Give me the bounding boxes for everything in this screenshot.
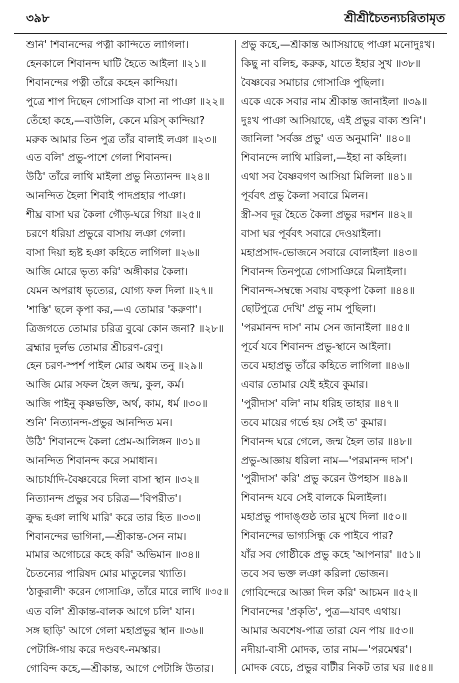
verse-line: কিছু না বলিহ, করুক, যাতে ইহার সুখ ॥৩৮॥ <box>241 57 421 70</box>
page-title: শ্রীশ্রীচৈতন্যচরিতামৃত <box>344 11 445 25</box>
verse-line: আচার্যাদি-বৈষ্ণবেরে দিলা বাসা স্থান ॥৩২॥ <box>26 473 200 486</box>
verse-line: শুনি' নিত্যানন্দ-প্রভুর আনন্দিত মন। <box>26 417 173 430</box>
verse-line: সঙ্গ ছাড়ি' আগে গেলা মহাপ্রভুর স্থান ॥৩৬॥ <box>26 624 204 637</box>
verse-line: ছোটপুত্রে দেখি' প্রভু নাম পুছিলা। <box>241 303 376 316</box>
verse-line: বৈষ্ণবের সমাচার গোসাঞি পুছিলা। <box>241 76 385 89</box>
verse-line: স্ত্রী-সব দূর হৈতে কৈলা প্রভুর দরশন ॥৪২॥ <box>241 209 413 222</box>
verse-line: প্রভু কহে,—শ্রীকান্ত আসিয়াছে পাঞা মনোদুঃখ। <box>241 40 435 51</box>
verse-line: ব্রহ্মার দুর্লভ তোমার শ্রীচরণ-রেণু। <box>26 341 164 354</box>
verse-line: শিবানন্দের ভাগিনা,—শ্রীকান্ত-সেন নাম। <box>26 530 187 543</box>
verse-line: পেটাঙ্গি-গায় করে দণ্ডবৎ-নমস্কার। <box>26 643 161 656</box>
verse-line: শিবানন্দ তিনপুত্রে গোসাঞিরে মিলাইলা। <box>241 265 407 278</box>
verse-line: আজি মোর সফল হৈল জন্ম, কুল, কর্ম। <box>26 379 185 392</box>
verse-line: 'পুরীদাস' বলি' নাম ধরিহ তাহার ॥৪৭॥ <box>241 397 399 410</box>
verse-line: এবার তোমার যেই হইবে কুমার। <box>241 379 369 392</box>
verse-line: আনন্দিত শিবানন্দ করে সমাধান। <box>26 454 158 467</box>
verse-line: আমার অবশেষ-পাত্র তারা যেন পায় ॥৫৩॥ <box>241 624 414 637</box>
verse-line: শিবানন্দের 'প্রকৃতি', পুত্র—যাবৎ এথায়। <box>241 605 401 618</box>
verse-line: শিবানন্দ যবে সেই বালকে মিলাইলা। <box>241 492 387 505</box>
verse-line: তবে মায়ের গর্ভে হয় সেই ত' কুমার। <box>241 416 387 429</box>
verse-line: শুনি' শিবানন্দের পত্নী কান্দিতে লাগিলা। <box>26 40 189 51</box>
left-column <box>26 40 231 674</box>
verse-line: হেনকালে শিবানন্দ ঘাটি হৈতে আইলা ॥২১॥ <box>26 57 207 70</box>
verse-line: মহাপ্রসাদ-ভোজনে সবারে বোলাইলা ॥৪৩॥ <box>241 246 418 259</box>
verse-line: শিবানন্দ-সম্বন্ধে সবায় বহুকৃপা কৈলা ॥৪৪॥ <box>241 284 415 297</box>
verse-line: মামার অগোচরে কহে করি' অভিমান ॥৩৪॥ <box>26 549 200 562</box>
verse-line: দুঃখ পাঞা আসিয়াছে, এই প্রভুর বাক্য শুনি'। <box>241 114 426 127</box>
verse-line: 'শাস্তি' ছলে কৃপা কর,—এ তোমার 'করুণা'। <box>26 303 202 316</box>
verse-line: হেন চরণ-স্পর্শ পাইল মোর অধম তনু ॥২৯॥ <box>26 360 203 373</box>
page-header <box>0 0 459 30</box>
verse-line: মহাপ্রভু পাদাঙ্গুষ্ঠ তার মুখে দিলা ॥৫০॥ <box>241 511 408 524</box>
verse-line: 'পুরীদাস' করি' প্রভু করেন উপহাস ॥৪৯॥ <box>241 473 408 486</box>
verse-line: যাঁর সব গোষ্ঠীকে প্রভু কহে 'আপনার' ॥৫১॥ <box>241 549 421 562</box>
verse-line: পুত্রে শাপ দিছেন গোসাঞি বাসা না পাঞা ॥২২॥ <box>26 95 225 108</box>
verse-line: বাসা দিয়া হৃষ্ট হঞা কহিতে লাগিলা ॥২৬॥ <box>26 246 200 259</box>
verse-line: এথা সব বৈষ্ণবগণ আসিয়া মিলিলা ॥৪১॥ <box>241 171 413 184</box>
verse-line: শীঘ্র বাসা ঘর কৈলা গৌড়-ঘরে গিয়া ॥২৫॥ <box>26 209 201 222</box>
column-divider <box>235 40 236 674</box>
verse-line: প্রভু-আজ্ঞায় ধরিলা নাম—'পরমানন্দ দাস'। <box>241 454 413 467</box>
verse-line: নিত্যানন্দ প্রভুর সব চরিত্র—'বিপরীত'। <box>26 492 182 505</box>
verse-line: শিবানন্দ ঘরে গেলে, জন্ম হৈল তার ॥৪৮॥ <box>241 435 413 448</box>
verse-line: তবে মহাপ্রভু তাঁরে কহিতে লাগিলা ॥৪৬॥ <box>241 360 410 373</box>
verse-line: উঠি' শিবানন্দে কৈলা প্রেম-আলিঙ্গন ॥৩১॥ <box>26 436 201 449</box>
verse-line: শিবানন্দে লাথি মারিলা,—ইহা না কহিলা। <box>241 152 407 165</box>
verse-line: এত বলি' প্রভু-পাশে গেলা শিবানন্দ। <box>26 152 172 165</box>
verse-line: শিবানন্দের ভাগ্যসিন্ধু কে পাইবে পার? <box>241 530 394 543</box>
verse-line: ক্রুদ্ধ হঞা লাথি মারি' করে তার হিত ॥৩৩॥ <box>26 511 201 524</box>
verse-line: আজি পাইনু কৃষ্ণভক্তি, অর্থ, কাম, ধর্ম ॥৩০॥ <box>26 398 208 411</box>
verse-line: পূর্ববৎ প্রভু কৈলা সবারে মিলন। <box>241 190 369 203</box>
verse-line: 'পরমানন্দ দাস' নাম সেন জানাইলা ॥৪৫॥ <box>241 322 410 335</box>
verse-line: আজি মোরে ভৃত্য করি' অঙ্গীকার কৈলা। <box>26 265 188 278</box>
verse-line: বাসা ঘর পূর্ববৎ সবারে দেওয়াইলা। <box>241 227 382 240</box>
verse-line: জানিলা 'সর্বজ্ঞ প্রভু' এত অনুমানি' ॥৪০॥ <box>241 133 411 146</box>
verse-line: আনন্দিত হৈলা শিবাই পাদপ্রহার পাঞা। <box>26 190 186 203</box>
verse-line: একে একে সবার নাম শ্রীকান্ত জানাইলা ॥৩৯॥ <box>241 95 428 108</box>
header-rule <box>14 33 447 34</box>
verse-line: গোবিন্দেরে আজ্ঞা দিল করি' আচমন ॥৫২॥ <box>241 586 418 599</box>
verse-line: তেঁহো কহে,—বাউলি, কেনে মরিস্ কান্দিয়া? <box>26 114 205 127</box>
verse-line: গোবিন্দ কহে,—শ্রীকান্ত, আগে পেটাঙ্গি উতার। <box>26 662 214 674</box>
verse-line: পূর্বে যবে শিবানন্দ প্রভু-স্থানে আইলা। <box>241 341 392 354</box>
verse-line: চৈতন্যের পারিষদ মোর মাতুলের খ্যাতি। <box>26 568 187 581</box>
verse-line: চরণে ধরিয়া প্রভুরে বাসায় লঞা গেলা। <box>26 228 186 241</box>
verse-line: যেমন অপরাধ ভৃত্যের, যোগ্য ফল দিলা ॥২৭॥ <box>26 284 214 297</box>
verse-line: এত বলি' শ্রীকান্ত-বালক আগে চলি' যান। <box>26 605 195 618</box>
verse-line: তবে সব ভক্ত লঞা করিলা ভোজন। <box>241 567 389 580</box>
page-number: ৩৯৮ <box>26 11 50 25</box>
right-column <box>241 40 447 674</box>
verse-line: মোদক বেচে, প্রভুর বাটীর নিকট তার ঘর ॥৫৪॥ <box>241 662 434 674</box>
verse-line: নদীয়া-বাসী মোদক, তার নাম—'পরমেশ্বর'। <box>241 643 412 656</box>
verse-line: উঠি' তাঁরে লাথি মাইলা প্রভু নিত্যানন্দ ॥২৪॥ <box>26 171 210 184</box>
verse-line: শিবানন্দের পত্নী তাঁরে কহেন কান্দিয়া। <box>26 76 178 89</box>
verse-line: ত্রিজগতে তোমার চরিত্র বুঝে কোন জনা? ॥২৮॥ <box>26 322 224 335</box>
verse-line: মরুক আমার তিন পুত্র তাঁর বালাই লঞা ॥২৩॥ <box>26 133 217 146</box>
verse-line: 'ঠাকুরালী' করেন গোসাঞি, তাঁরে মারে লাথি ॥৩৫॥ <box>26 587 229 599</box>
